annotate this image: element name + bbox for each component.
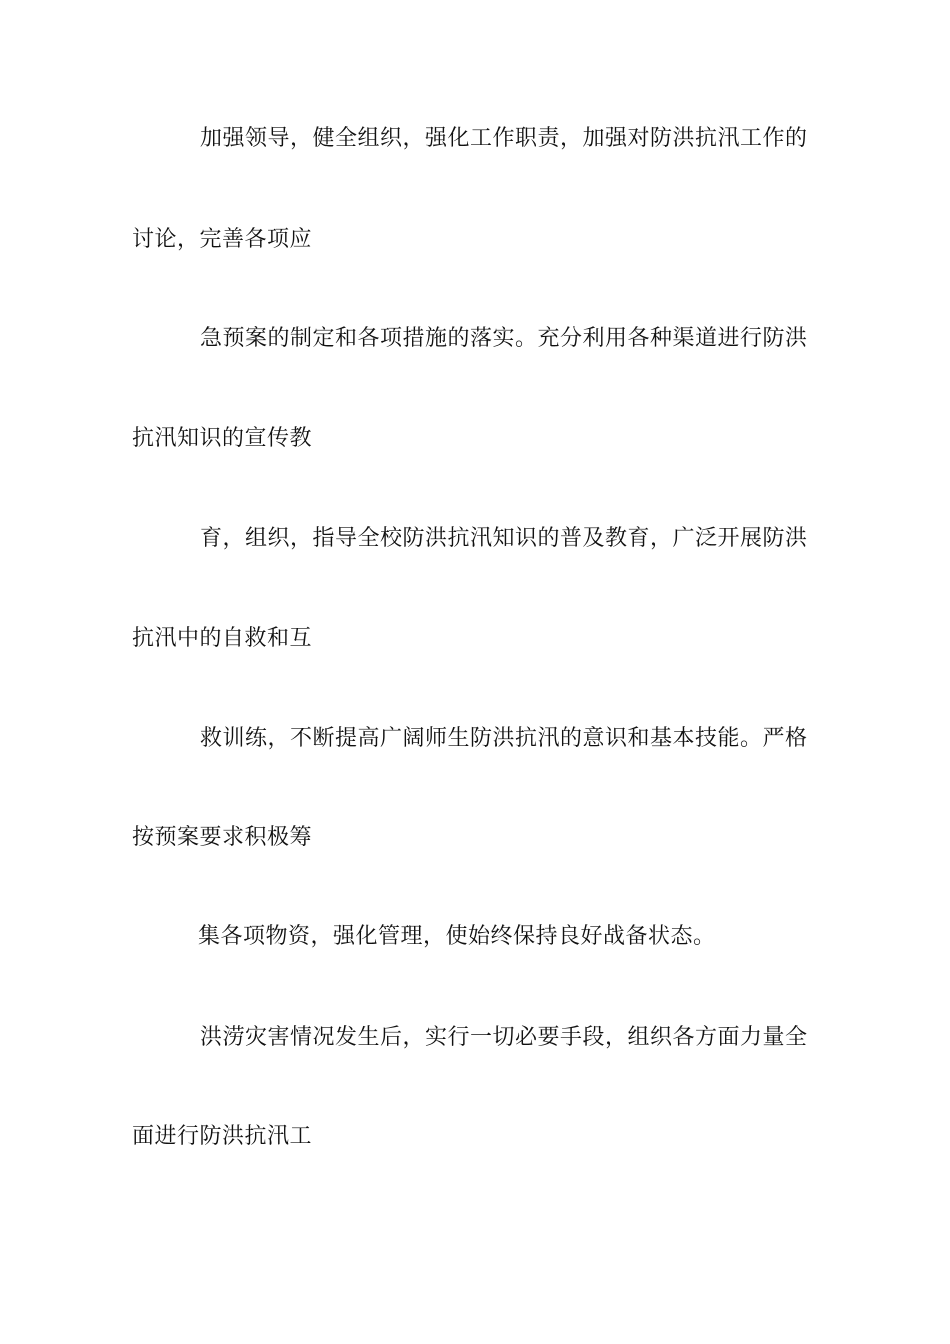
text-line: 抗汛中的自救和互 [132,626,313,651]
text-line: 按预案要求积极筹 [132,825,313,850]
text-line: 讨论，完善各项应 [132,227,313,252]
text-line: 加强领导，健全组织，强化工作职责，加强对防洪抗汛工作的 [200,126,808,151]
text-line: 洪涝灾害情况发生后，实行一切必要手段，组织各方面力量全 [200,1025,808,1050]
text-line: 急预案的制定和各项措施的落实。充分利用各种渠道进行防洪 [200,326,808,351]
text-line: 集各项物资，强化管理，使始终保持良好战备状态。 [198,924,716,949]
text-line: 抗汛知识的宣传教 [132,426,313,451]
text-line: 救训练，不断提高广阔师生防洪抗汛的意识和基本技能。严格 [200,726,808,751]
text-line: 育，组织，指导全校防洪抗汛知识的普及教育，广泛开展防洪 [200,526,808,551]
text-line: 面进行防洪抗汛工 [132,1124,313,1149]
